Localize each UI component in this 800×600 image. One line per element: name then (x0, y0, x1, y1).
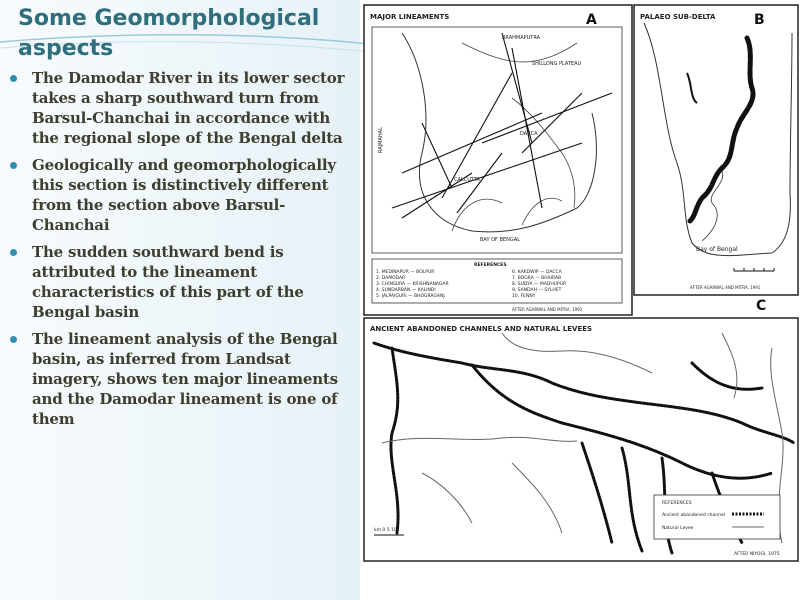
legend-item: Natural Levee (662, 526, 694, 531)
bullet-text: The sudden southward bend is attributed to the lineament characteristics of this part of the Bengal basin (32, 243, 304, 321)
panel-b-heading: PALAEO SUB-DELTA (640, 13, 716, 21)
slide-title: Some Geomorphological aspects (18, 6, 320, 61)
bullet-text: Geologically and geomorphologically this section is distinctively different from the section above Barsul-Chanchai (32, 156, 336, 234)
panel-b-label: B (754, 12, 765, 28)
panel-a-credit: AFTER AGARWAL AND MITRA, 1991 (512, 307, 583, 312)
reference-item: 8. SUDYA — MADHUPUR (512, 282, 567, 287)
bullet-text: The lineament analysis of the Bengal basin, as inferred from Landsat imagery, shows ten major lineaments and the Damodar lineament is one of them (32, 330, 338, 428)
reference-item: 7. BOGRA — BHAIRAB (512, 276, 562, 281)
bullet-item (8, 68, 360, 148)
place-label: DACCA (520, 131, 538, 137)
reference-item: 6. KAKDWIP — DACCA (512, 270, 562, 275)
bullet-item (8, 155, 360, 235)
legend-item: Ancient abandoned channel (662, 513, 726, 518)
place-label: CALCUTTA (454, 177, 480, 183)
bullet-text: The Damodar River in its lower sector takes a sharp southward turn from Barsul-Chanchai in accordance with the regional slope of the Bengal delta (32, 69, 345, 147)
reference-item: 1. MEDINAPUR — BOLPUR (376, 270, 435, 275)
panel-a-frame (364, 5, 632, 315)
place-label: BRAHMAPUTRA (502, 35, 541, 41)
bullet-dot-icon (10, 336, 17, 343)
reference-item: 5. JALPAIGURI — BHOGRAGANJ (376, 294, 445, 299)
reference-item: 9. SANDAH — SYLHET (512, 288, 562, 293)
panel-c-credit: AFTER NIYOGI, 1975 (734, 552, 780, 557)
scale-label: km 0 5 10 (374, 528, 397, 533)
panel-a-heading: MAJOR LINEAMENTS (370, 13, 450, 21)
panel-c-label: C (756, 298, 767, 314)
bullet-list (8, 68, 360, 436)
place-label: BAY OF BENGAL (480, 237, 520, 243)
reference-item: 3. CHINSURA — KRISHNANAGAR (376, 282, 449, 287)
panel-a-label: A (586, 12, 597, 28)
panel-b-credit: AFTER AGARWAL AND MITRA, 1991 (690, 285, 761, 290)
bullet-dot-icon (10, 249, 17, 256)
reference-item: 2. DAMODAR (376, 276, 406, 281)
legend-title: REFERENCES (662, 501, 692, 506)
reference-item: 10. FENNY (512, 294, 536, 299)
place-label: SHILLONG PLATEAU (532, 61, 582, 67)
place-label: Bay of Bengal (696, 246, 738, 253)
bullet-dot-icon (10, 162, 17, 169)
side-label: RAJMAHAL (378, 127, 384, 153)
references-title: REFERENCES (474, 263, 507, 268)
bullet-dot-icon (10, 75, 17, 82)
bullet-item (8, 242, 360, 322)
bullet-item (8, 329, 360, 429)
reference-item: 4. SUNDARBAN — KALINDI (376, 288, 436, 293)
geomorphology-figure (362, 3, 800, 563)
panel-c-heading: ANCIENT ABANDONED CHANNELS AND NATURAL LEVEES (370, 325, 593, 333)
